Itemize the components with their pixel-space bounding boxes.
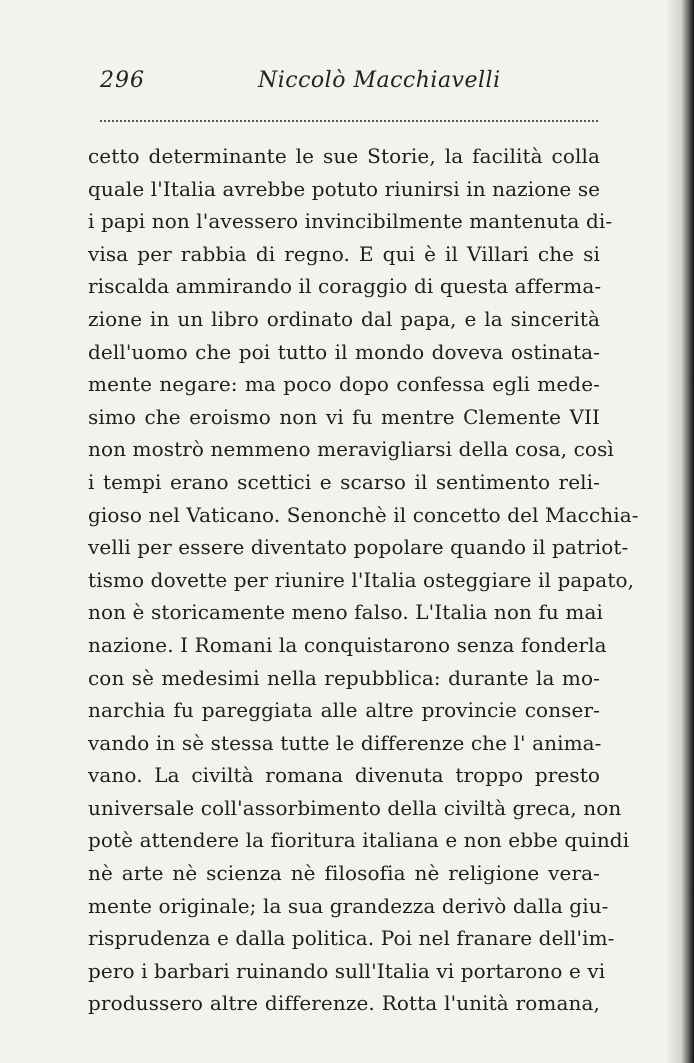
text-line: narchia fu pareggiata alle altre provincie conser- <box>88 698 600 723</box>
text-line: non mostrò nemmeno meravigliarsi della cosa, così <box>88 437 614 462</box>
text-line: visa per rabbia di regno. E qui è il Villari che si <box>88 241 600 266</box>
text-line: nè arte nè scienza nè filosofia nè religione vera- <box>88 861 600 886</box>
text-line: non è storicamente meno falso. L'Italia non fu mai <box>88 600 603 625</box>
text-line: potè attendere la fioritura italiana e non ebbe quindi <box>88 828 630 853</box>
text-line: i papi non l'avessero invincibilmente mantenuta di- <box>88 209 613 234</box>
text-line: tismo dovette per riunire l'Italia osteggiare il papato, <box>88 567 635 592</box>
text-line: riscalda ammirando il coraggio di questa afferma- <box>88 274 602 299</box>
text-line: i tempi erano scettici e scarso il sentimento reli- <box>88 469 600 494</box>
text-line: pero i barbari ruinando sull'Italia vi portarono e vi <box>88 958 606 983</box>
text-line: vano. La civiltà romana divenuta troppo presto <box>88 763 600 788</box>
text-line: zione in un libro ordinato dal papa, e la sincerità <box>88 306 600 331</box>
text-line: vando in sè stessa tutte le differenze che l' anima- <box>88 730 602 755</box>
text-line: dell'uomo che poi tutto il mondo doveva ostinata- <box>88 339 600 364</box>
page-edge-shadow <box>666 0 694 1063</box>
text-line: nazione. I Romani la conquistarono senza fonderla <box>88 632 607 657</box>
text-line: simo che eroismo non vi fu mentre Clemente VII <box>88 404 600 429</box>
text-line: produssero altre differenze. Rotta l'unità romana, <box>88 991 600 1016</box>
text-line: gioso nel Vaticano. Senonchè il concetto del Macchia- <box>88 502 639 527</box>
header-rule <box>100 120 598 122</box>
text-line: risprudenza e dalla politica. Poi nel franare dell'im- <box>88 926 615 951</box>
page-header <box>100 68 598 108</box>
text-line: velli per essere diventato popolare quando il patriot- <box>88 535 629 560</box>
running-title: Niccolò Macchiavelli <box>258 68 501 93</box>
text-line: cetto determinante le sue Storie, la facilità colla <box>88 144 600 168</box>
text-line: universale coll'assorbimento della civiltà greca, non <box>88 795 622 820</box>
text-line: mente originale; la sua grandezza derivò dalla giu- <box>88 893 609 918</box>
body-text <box>88 140 639 1020</box>
text-line: mente negare: ma poco dopo confessa egli mede- <box>88 372 600 397</box>
text-line: quale l'Italia avrebbe potuto riunirsi in nazione se <box>88 176 601 201</box>
text-line: con sè medesimi nella repubblica: durante la mo- <box>88 665 600 690</box>
page-number: 296 <box>100 68 145 93</box>
